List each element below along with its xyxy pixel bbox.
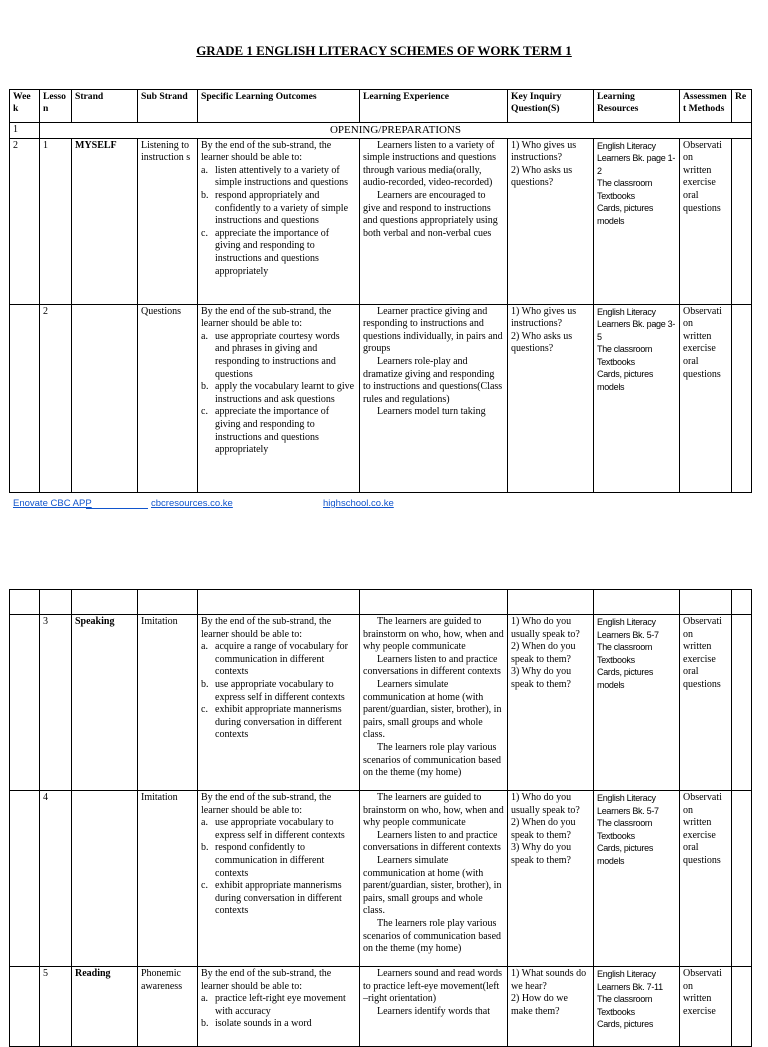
cell-week [10,615,40,791]
kiq-item: 2) When do you speak to them? [511,641,576,665]
slo-text: practice left-right eye movement with accuracy [215,993,346,1017]
slo-list [201,165,356,278]
resource-item: The classroom [597,178,653,189]
experience-paragraph: Learners role-play and dramatize giving and responding to instructions and questions(Class rules and regulations) [363,355,503,405]
cell-resources [594,967,680,1047]
cell-week: 2 [10,138,40,304]
cell-slo [198,791,360,967]
kiq-item: 2) How do we make them? [511,993,568,1017]
kiq-item: 2) Who asks us questions? [511,330,573,355]
header-resources: Learning Resources [594,90,680,123]
kiq-item: 3) Why do you speak to them? [511,666,572,690]
cell-assessment [680,967,732,1047]
slo-text: respond appropriately and confidently to a variety of simple instructions and questions [215,189,349,227]
cell-strand: Speaking [72,615,138,791]
experience-paragraph: The learners are guided to brainstorm on who, how, when and why people communicate [363,792,504,829]
footer-link-cbcresources[interactable]: cbcresources.co.ke [151,498,233,509]
slo-text: isolate sounds in a word [215,1018,312,1030]
kiq-item: 1) Who do you usually speak to? [511,616,580,640]
assessment-item: Observati on [683,792,722,816]
resource-item: Textbooks [597,356,635,367]
cell-resources [594,138,680,304]
resource-item: Textbooks [597,190,635,201]
cell-substrand: Imitation [138,791,198,967]
cell-remarks [732,791,752,967]
header-assessment: Assessmen t Methods [680,90,732,123]
slo-letter: a. [201,164,208,176]
kiq-item: 2) When do you speak to them? [511,817,576,841]
slo-letter: a. [201,993,208,1005]
assessment-item: Observati on [683,305,722,330]
cell-kiq [508,615,594,791]
footer-underline [86,498,148,509]
slo-item [201,993,356,1018]
slo-intro: By the end of the sub-strand, the learner should be able to: [201,616,332,640]
kiq-item: 3) Why do you speak to them? [511,842,572,866]
slo-list [201,993,356,1031]
opening-text: OPENING/PREPARATIONS [40,123,752,139]
footer-link-highschool[interactable]: highschool.co.ke [323,498,394,509]
assessment-item: Observati on [683,968,722,992]
slo-text: respond confidently to communication in different contexts [215,842,325,879]
cell-lesson: 5 [40,967,72,1047]
kiq-item: 1) Who gives us instructions? [511,305,577,330]
cell-lesson: 3 [40,615,72,791]
resource-item: Cards, pictures [597,1019,654,1029]
slo-list [201,641,356,742]
slo-item [201,1018,356,1031]
cell-week [10,304,40,492]
kiq-item: 1) What sounds do we hear? [511,968,587,992]
slo-list [201,817,356,918]
experience-paragraph: Learners listen to and practice conversations in different contexts [363,653,501,678]
header-substrand: Sub Strand [138,90,198,123]
assessment-item: oral questions [683,666,721,690]
slo-letter: c. [201,880,208,892]
cell-remarks [732,304,752,492]
slo-letter: b. [201,678,209,690]
slo-item [201,165,356,190]
slo-list [201,331,356,457]
cell-substrand: Questions [138,304,198,492]
cell-strand [72,304,138,492]
cell-experience [360,791,508,967]
experience-paragraph: Learners simulate communication at home (with parent/guardian, sister, brother), in pairs, small groups and whole class. [363,678,502,741]
cell-assessment [680,615,732,791]
cell-experience [360,615,508,791]
slo-intro: By the end of the sub-strand, the learner should be able to: [201,305,332,330]
slo-intro: By the end of the sub-strand, the learner should be able to: [201,968,332,992]
assessment-item: written exercise [683,993,716,1017]
slo-text: appreciate the importance of giving and responding to instructions and questions appropriately [215,227,330,277]
slo-item [201,679,356,704]
slo-letter: c. [201,406,208,418]
cell-slo [198,967,360,1047]
slo-item [201,331,356,381]
resource-item: English Literacy Learners Bk. 5-7 [597,617,659,640]
slo-letter: b. [201,381,209,393]
slo-letter: a. [201,641,208,653]
slo-text: exhibit appropriate mannerisms during conversation in different contexts [215,880,342,917]
document-title: GRADE 1 ENGLISH LITERACY SCHEMES OF WORK TERM 1 [196,43,572,58]
header-week: Wee k [10,90,40,123]
table-row [10,615,752,791]
cell-week [10,791,40,967]
cell-remarks [732,615,752,791]
slo-item [201,704,356,742]
experience-paragraph: Learners simulate communication at home (with parent/guardian, sister, brother), in pairs, small groups and whole class. [363,854,502,917]
slo-item [201,406,356,456]
schemes-table-page-2 [9,589,752,1047]
cell-kiq [508,967,594,1047]
slo-intro: By the end of the sub-strand, the learner should be able to: [201,792,332,816]
resource-item: Cards, pictures models [597,843,654,866]
footer-link-enovate[interactable]: Enovate CBC APP [13,498,92,509]
opening-week: 1 [10,123,40,139]
cell-assessment [680,791,732,967]
cell-substrand: Imitation [138,615,198,791]
resource-item: Cards, pictures models [597,369,654,392]
assessment-item: written exercise [683,330,716,355]
resource-item: English Literacy Learners Bk. 5-7 [597,793,659,816]
resource-item: Cards, pictures models [597,203,654,226]
cell-slo [198,615,360,791]
cell-remarks [732,967,752,1047]
slo-item [201,641,356,679]
assessment-item: oral questions [683,355,721,380]
cell-strand: Reading [72,967,138,1047]
cell-resources [594,304,680,492]
header-lesson: Lesso n [40,90,72,123]
slo-item [201,842,356,880]
cell-slo [198,138,360,304]
slo-item [201,190,356,228]
header-slo: Specific Learning Outcomes [198,90,360,123]
kiq-item: 2) Who asks us questions? [511,164,573,189]
slo-text: apply the vocabulary learnt to give instructions and ask questions [215,381,355,405]
resource-item: English Literacy Learners Bk. 7-11 [597,969,663,992]
cell-slo [198,304,360,492]
cell-strand [72,791,138,967]
cell-remarks [732,138,752,304]
assessment-item: oral questions [683,189,721,214]
cell-kiq [508,791,594,967]
schemes-table-page-1 [9,89,752,493]
cell-week [10,967,40,1047]
slo-item [201,817,356,842]
cell-lesson: 4 [40,791,72,967]
cell-experience [360,304,508,492]
resource-item: Textbooks [597,654,635,665]
assessment-item: Observati on [683,616,722,640]
slo-letter: c. [201,704,208,716]
kiq-item: 1) Who do you usually speak to? [511,792,580,816]
cell-kiq [508,138,594,304]
slo-letter: a. [201,330,208,342]
resource-item: The classroom [597,642,653,652]
slo-text: appreciate the importance of giving and responding to instructions and questions appropriately [215,406,330,456]
cell-substrand: Listening to instruction s [138,138,198,304]
experience-paragraph: Learner practice giving and responding to instructions and questions individually, in pairs and groups [363,305,503,355]
resource-item: The classroom [597,994,653,1004]
cell-lesson: 1 [40,138,72,304]
resource-item: Textbooks [597,830,635,841]
slo-text: use appropriate vocabulary to express self in different contexts [215,678,345,703]
opening-row [10,123,752,139]
slo-item [201,228,356,278]
slo-item [201,880,356,918]
slo-text: exhibit appropriate mannerisms during conversation in different contexts [215,704,342,741]
cell-resources [594,615,680,791]
experience-paragraph: Learners model turn taking [377,406,486,418]
table-row [10,304,752,492]
experience-paragraph: Learners identify words that [377,1005,491,1017]
slo-letter: b. [201,189,209,201]
slo-text: acquire a range of vocabulary for communication in different contexts [215,641,348,678]
experience-paragraph: Learners sound and read words to practice left-eye movement(left –right orientation) [363,968,502,1005]
header-remarks: Re [732,90,752,123]
resource-item: Cards, pictures models [597,667,654,690]
assessment-item: written exercise [683,817,716,841]
resource-item: The classroom [597,818,653,828]
experience-paragraph: Learners listen to a variety of simple instructions and questions through various media(orally, audio-recorded, video-recorded) [363,139,497,189]
cell-lesson: 2 [40,304,72,492]
assessment-item: Observati on [683,139,722,164]
experience-paragraph: The learners role play various scenarios of communication based on the theme (my home) [363,917,502,955]
cell-experience [360,967,508,1047]
slo-intro: By the end of the sub-strand, the learner should be able to: [201,139,332,164]
header-kiq: Key Inquiry Question(S) [508,90,594,123]
table-row [10,967,752,1047]
kiq-item: 1) Who gives us instructions? [511,139,577,164]
experience-paragraph: Learners listen to and practice conversations in different contexts [363,829,501,854]
slo-letter: b. [201,1018,209,1030]
slo-letter: c. [201,227,208,239]
slo-text: use appropriate vocabulary to express self in different contexts [215,817,345,841]
resource-item: Textbooks [597,1006,635,1017]
header-experience: Learning Experience [360,90,508,123]
cell-assessment [680,138,732,304]
table-row [10,138,752,304]
resource-item: English Literacy Learners Bk. page 1-2 [597,140,676,176]
slo-text: use appropriate courtesy words and phrases in giving and responding to instructions and questions [215,330,340,380]
resource-item: English Literacy Learners Bk. page 3-5 [597,306,676,342]
table-row [10,791,752,967]
slo-letter: a. [201,817,208,829]
resource-item: The classroom [597,344,653,355]
slo-text: listen attentively to a variety of simple instructions and questions [215,164,349,189]
blank-header-row [10,590,752,615]
slo-item [201,381,356,406]
cell-kiq [508,304,594,492]
cell-assessment [680,304,732,492]
cell-strand: MYSELF [72,138,138,304]
cell-substrand: Phonemic awareness [138,967,198,1047]
slo-letter: b. [201,842,209,854]
experience-paragraph: Learners are encouraged to give and respond to instructions and questions appropriately using both verbal and non-verbal cues [363,189,498,239]
header-strand: Strand [72,90,138,123]
assessment-item: written exercise [683,164,716,189]
cell-resources [594,791,680,967]
table-header-row [10,90,752,123]
experience-paragraph: The learners are guided to brainstorm on who, how, when and why people communicate [363,616,504,653]
cell-experience [360,138,508,304]
assessment-item: written exercise [683,641,716,665]
assessment-item: oral questions [683,842,721,866]
experience-paragraph: The learners role play various scenarios of communication based on the theme (my home) [363,741,502,779]
